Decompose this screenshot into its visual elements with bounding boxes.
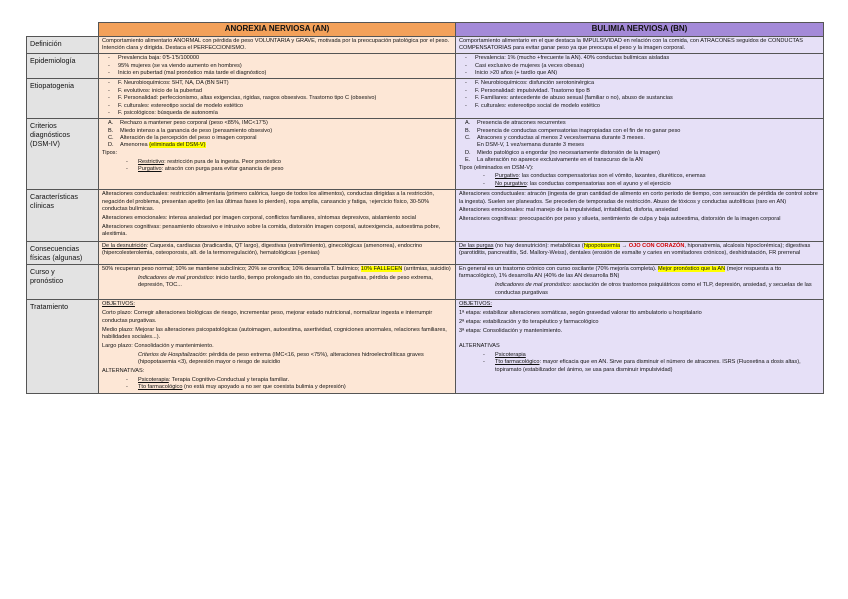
- list-item: C. Atracones y conductas al menos 2 veces/semana durante 3 meses.: [465, 135, 645, 142]
- row-label-consecuencias: [27, 241, 99, 264]
- row-label-criterios: [27, 119, 99, 190]
- subheading: De la desnutrición: [102, 242, 147, 249]
- list-item: B. Miedo intenso a la ganancia de peso (pensamiento obsesivo): [108, 127, 273, 134]
- row-label-line: Criterios: [30, 121, 57, 131]
- paragraph: Alteraciones cognitivas: pensamiento obsesivo e intrusivo sobre la comida, distorsión imagen corporal, autoexigencia, autoestima pobre, alexitimia.: [102, 223, 441, 238]
- list-item: E. La alteración no aparece exclusivamente en el transcurso de la AN: [465, 157, 643, 164]
- definicion-bn: Comportamiento alimentario en el que destaca la IMPULSIVIDAD en relación con la comida, con ATRACONES seguidos de CONDUCTAS COMPENSATORIAS para evitar ganar peso ya que preocupa el peso y la imagen corporal.: [456, 36, 824, 54]
- paragraph: Largo plazo: Consolidación y mantenimiento.: [102, 342, 214, 349]
- highlight: hipopotasemia: [583, 242, 621, 249]
- row-label-etiopatogenia: Etiopatogenia: [27, 79, 99, 119]
- subheading: De las purgas: [459, 242, 494, 249]
- paragraph: 1ª etapa: estabilizar alteraciones somáticas, según gravedad valorar tto ambulatorio u hospitalario: [459, 310, 702, 317]
- list-item: - F. Neurobioquímicos: 5HT, NA, DA (BN 5HT): [102, 80, 452, 87]
- row-tratamiento: [27, 300, 824, 393]
- curso-bn: [456, 264, 824, 300]
- subheading: OBJETIVOS:: [459, 301, 492, 308]
- row-label-line: Consecuencias: [30, 243, 80, 253]
- row-label-line: Características: [30, 192, 78, 202]
- warning-text: OJO CON CORAZÓN: [628, 242, 685, 249]
- highlight: 10% FALLECEN: [360, 265, 403, 272]
- row-criterios: [27, 119, 824, 190]
- paragraph: 3ª etapa: Consolidación y mantenimiento.: [459, 328, 563, 335]
- list-item: En DSM-V, 1 vez/semana durante 3 meses: [477, 142, 585, 149]
- comparison-table: [26, 22, 824, 394]
- list-item: D. Miedo patológico a engordar (no necesariamente distorsión de la imagen): [465, 149, 660, 156]
- consecuencias-an: [99, 241, 456, 264]
- row-label-line: diagnósticos: [30, 130, 70, 140]
- row-label-line: Curso y: [30, 266, 55, 276]
- caracteristicas-bn: [456, 190, 824, 242]
- paragraph: Indicadores de mal pronóstico: inicio tardío, tiempo prolongado sin tto, conductas purgativas, pérdida de peso extrema, depresión, TOC...: [138, 274, 433, 289]
- highlight: Mejor pronóstico que la AN: [658, 265, 726, 272]
- list-item: - F. culturales: estereotipo social de modelo estético: [459, 103, 820, 110]
- etiopatogenia-an: [99, 79, 456, 119]
- row-curso: [27, 264, 824, 300]
- row-label-caracteristicas: [27, 190, 99, 242]
- tratamiento-bn: [456, 300, 824, 393]
- header-anorexia: ANOREXIA NERVIOSA (AN): [99, 23, 456, 37]
- row-label-curso: [27, 264, 99, 300]
- criterios-an: [99, 119, 456, 190]
- list-item: - Purgativo: atracón con purga para evitar ganancia de peso: [102, 166, 452, 173]
- list-item: C. Alteración de la percepción del peso o imagen corporal: [108, 135, 257, 142]
- list-item: - Prevalencia: 1% (mucho +frecuente la AN). 40% conductas bulímicas aisladas: [459, 55, 820, 62]
- list-item: - Inicio en pubertad (mal pronóstico más tarde el diagnóstico): [102, 70, 452, 77]
- list-item: - Restrictivo: restricción pura de la ingesta. Peor pronóstico: [102, 159, 452, 166]
- paragraph: Criterios de Hospitalización: pérdida de peso extrema (IMC<16, peso <75%), alteraciones hidroelectrolíticas graves (hipopotasemia <3), depresión mayor o riesgo de suicidio: [138, 351, 424, 366]
- list-item: - F. culturales: estereotipo social de modelo estético: [102, 103, 452, 110]
- curso-an: [99, 264, 456, 300]
- row-definicion: [27, 36, 824, 54]
- list-item: A. Rechazo a mantener peso corporal (peso <85%, IMC<17'5): [108, 120, 268, 127]
- row-label-line: clínicas: [30, 201, 54, 211]
- list-item: - Psicoterapia: Terapia Cognitivo-Conductual y terapia familiar.: [102, 377, 452, 384]
- caracteristicas-an: [99, 190, 456, 242]
- row-consecuencias: [27, 241, 824, 264]
- row-caracteristicas: [27, 190, 824, 242]
- tratamiento-an: [99, 300, 456, 393]
- list-item: - F. psicológicos: búsqueda de autonomía: [102, 110, 452, 117]
- list-item: - Prevalencia baja: 0'5-1'5/100000: [102, 55, 452, 62]
- paragraph: 50% recuperan peso normal; 10% se mantiene subclínico; 20% se cronifica; 10% desarrolla T. bulímico; 10% FALLECEN (arritmias, suicidio): [102, 265, 451, 272]
- summary-table-page: [26, 22, 823, 394]
- row-label-line: (DSM-IV): [30, 139, 60, 149]
- list-item: D. Amenorrea (eliminada del DSM-V): [108, 142, 206, 149]
- paragraph: 2ª etapa: estabilización y tto terapéutico y farmacológico: [459, 319, 599, 326]
- criterios-bn: [456, 119, 824, 190]
- list-item: - Psicoterapia: [459, 352, 820, 359]
- list-item: B. Presencia de conductas compensatorias inapropiadas con el fin de no ganar peso: [465, 127, 681, 134]
- epidemiologia-bn: [456, 54, 824, 79]
- subheading: ALTERNATIVAS: [459, 342, 500, 349]
- paragraph: Alteraciones conductuales: atracón (ingesta de gran cantidad de alimento en corto periodo de tiempo, con sensación de pérdida de control sobre la ingesta). Suelen ser planeados. Se preceden de temporadas de restricción. Abuso de tóxicos y conductas autolíticas (raro en AN): [459, 191, 818, 205]
- paragraph: Alteraciones emocionales: intensa ansiedad por imagen corporal, conflictos familiares, síntomas depresivos, aislamiento social: [102, 214, 417, 221]
- list-item: - F. Personalidad: perfeccionismo, altas exigencias, rigidas, rasgos obsesivos. Trastorno tipo C (obsesivo): [102, 95, 452, 102]
- header-row: [27, 23, 824, 37]
- row-label-epidemiologia: Epidemiología: [27, 54, 99, 79]
- subheading: ALTERNATIVAS:: [102, 367, 145, 374]
- list-item: - F. Personalidad: impulsividad. Trastorno tipo B: [459, 88, 820, 95]
- list-item: - Tto farmacológico (no está muy apoyado a no ser que coexista bulimia y depresión): [102, 384, 452, 391]
- list-item: - F. Familiares: antecedente de abuso sexual (familiar o no), abuso de sustancias: [459, 95, 820, 102]
- row-label-line: físicas (algunas): [30, 252, 83, 262]
- tipos-label: Tipos:: [102, 149, 118, 156]
- subheading: OBJETIVOS:: [102, 301, 135, 308]
- list-item: - F. evolutivos: inicio de la pubertad: [102, 88, 452, 95]
- paragraph: Indicadores de mal pronóstico: asociación de otros trastornos psiquiátricos como el TLP, depresión, ansiedad, y secuelas de las conductas purgativas: [495, 282, 812, 296]
- list-item: - 95% mujeres (se va viendo aumento en hombres): [102, 63, 452, 70]
- row-epidemiologia: [27, 54, 824, 79]
- list-item: - No purgativo: las conductas compensatorias son el ayuno y el ejercicio: [459, 181, 820, 188]
- paragraph: Alteraciones emocionales: mal manejo de la impulsividad, irritabilidad, disforia, ansiedad: [459, 207, 678, 214]
- definicion-an: Comportamiento alimentario ANORMAL con pérdida de peso VOLUNTARIA y GRAVE, motivada por la preocupación patológica por el peso. Intención clara y dirigida. Destaca el PERFECCIONISMO.: [99, 36, 456, 54]
- list-item: - Tto farmacológico: mayor eficacia que en AN. Sirve para disminuir el número de atracones. ISRS (Fluoxetina a dosis altas), topiramato (estabilizador del ánimo, se usa para disminuir impulsividad): [459, 359, 820, 374]
- paragraph: Medio plazo: Mejorar las alteraciones psicopatológicas (autoimagen, autoestima, asertividad, cogniciones anormales, relaciones familiares, habilidades sociales...).: [102, 326, 447, 340]
- list-item: A. Presencia de atracones recurrentes: [465, 120, 566, 127]
- row-etiopatogenia: [27, 79, 824, 119]
- paragraph: Alteraciones conductuales: restricción alimentaria (primero calórica, luego de todos los alimentos), conductas dirigidas a la restricción, negación del problema, presentan apetito (en las últimas fases lo pierden), ropa amplia, cansancio y fatiga, ↑ejercicio físico, 30-50% conductas bulímicas.: [102, 191, 435, 212]
- highlight: (eliminada del DSM-V): [149, 142, 206, 149]
- row-label-line: pronóstico: [30, 275, 64, 285]
- paragraph: Corto plazo: Corregir alteraciones biológicas de riesgo, incrementar peso, mejorar estado nutricional, normalizar ingesta e interrumpir conductas purgativas.: [102, 310, 433, 324]
- header-blank-cell: [27, 23, 99, 37]
- tipos-label: Tipos (eliminados en DSM-V):: [459, 164, 534, 171]
- list-item: - Inicio >20 años (+ tardío que AN): [459, 70, 820, 77]
- paragraph: En general es un trastorno crónico con curso oscilante (70% mejoría completa). Mejor pronóstico que la AN (mejor respuesta a tto farmacológico), 1% desarrolla AN (40% de las AN desarrolla BN): [459, 265, 782, 280]
- consecuencias-bn: De las purgas (no hay desnutrición): metabólicas (hipopotasemia → OJO CON CORAZÓN, hiponatremia, alcalosis hipoclorémica); digestivas (parotiditis, pancreatitis, Sd. Mallory-Weiss), dentales (erosión de esmalte y caries en vomitadores crónicos), deshidratación, FR prerrenal: [456, 241, 824, 264]
- header-bulimia: BULIMIA NERVIOSA (BN): [456, 23, 824, 37]
- paragraph: Alteraciones cognitivas: preocupación por peso y silueta, sentimiento de culpa y baja autoestima, distorsión de la imagen corporal: [459, 216, 781, 223]
- list-item: - Purgativo: las conductas compensatorias son el vómito, laxantes, diuréticos, enemas: [459, 173, 820, 180]
- row-label-tratamiento: Tratamiento: [27, 300, 99, 393]
- epidemiologia-an: [99, 54, 456, 79]
- list-item: - F. Neurobioquímicos: disfunción serotoninérgica: [459, 80, 820, 87]
- etiopatogenia-bn: [456, 79, 824, 119]
- list-item: - Casi exclusivo de mujeres (a veces obesas): [459, 63, 820, 70]
- row-label-definicion: Definición: [27, 36, 99, 54]
- paragraph: : Caquexia, cardiacas (bradicardia, QT largo), digestivas (estreñimiento), ginecológicas (amenorrea), endocrino (hipercolesterolemia, osteoporosis, alt. de la termorregulación), hematológicas (-penias): [102, 242, 423, 257]
